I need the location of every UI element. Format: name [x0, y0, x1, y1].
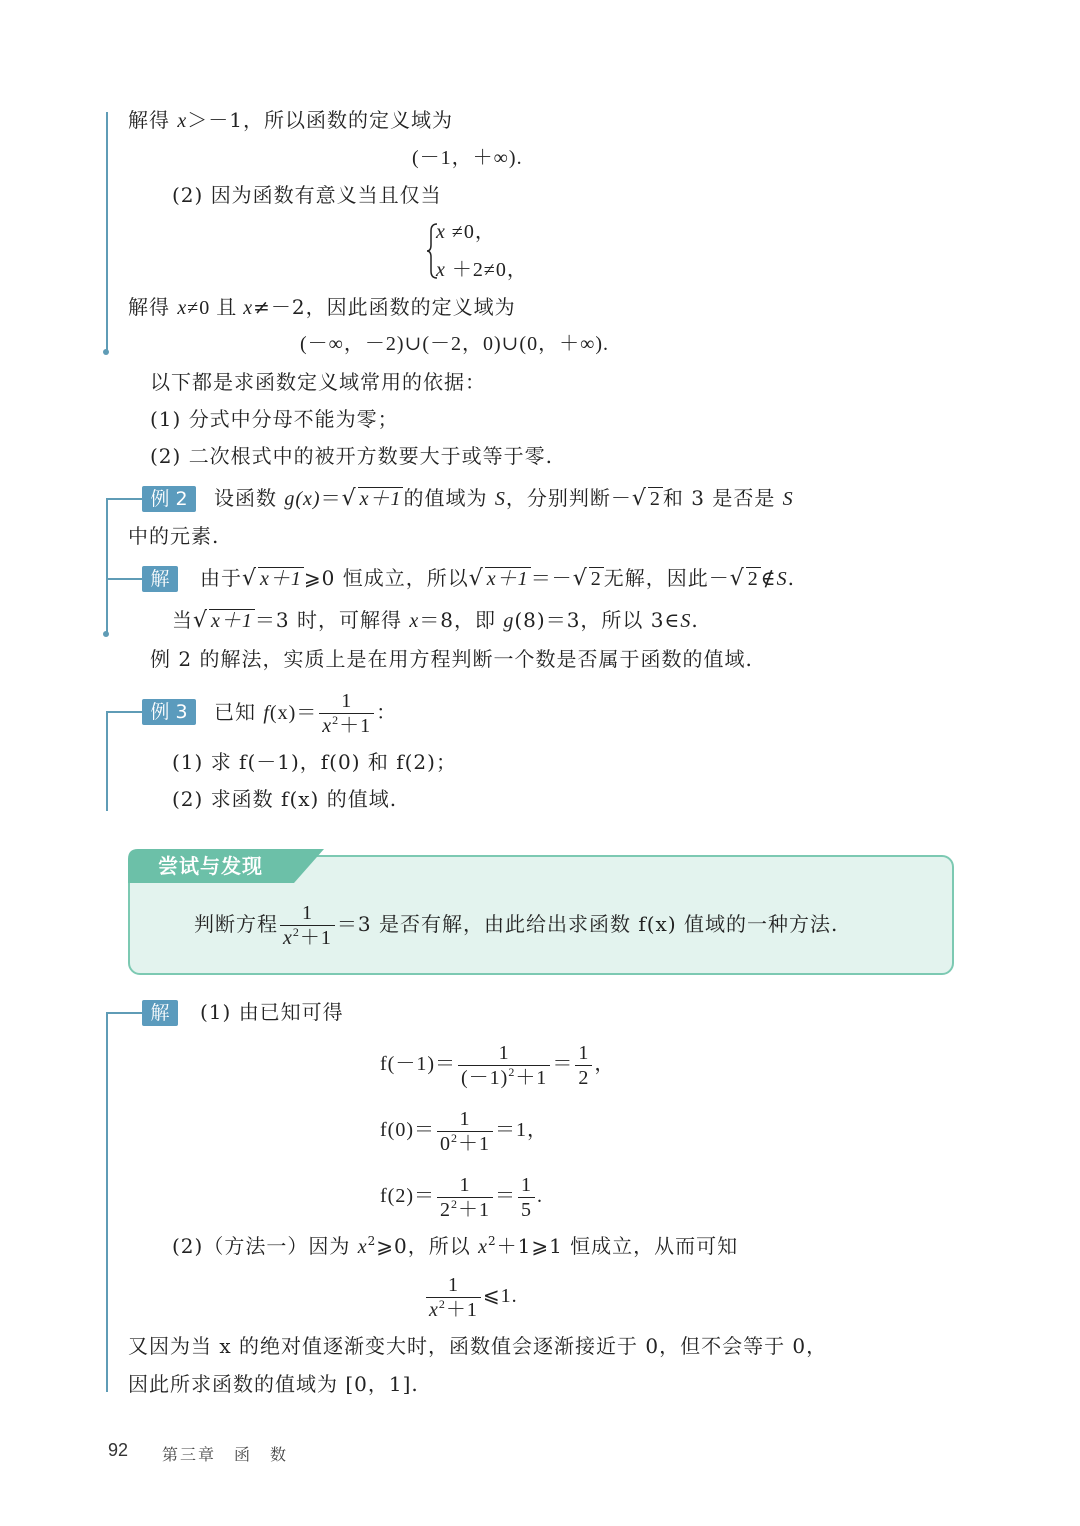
solution3-part-1: (1) 由已知可得 [200, 1000, 344, 1024]
example2-solution-line-1: 由于√ x＋1 ⩾0 恒成立，所以√ x＋1 ＝－√ 2 无解，因此－√ 2 ∉S. [200, 566, 795, 591]
basis-item-2: (2) 二次根式中的被开方数要大于或等于零. [150, 444, 554, 468]
margin-bar-example2-end [103, 631, 109, 637]
margin-bar-example2 [106, 498, 108, 634]
solution-line-3: 解得 x≠0 且 x≠－2，因此函数的定义域为 [128, 295, 516, 319]
margin-bar-top-end [103, 349, 109, 355]
domain-result-2: (－∞，－2)∪(－2，0)∪(0，＋∞). [300, 333, 609, 355]
example2-question: 设函数 g(x)＝√ x＋1 的值域为 S，分别判断－√ 2 和 3 是否是 S [214, 486, 794, 511]
domain-result-1: (－1，＋∞). [412, 147, 523, 169]
try-discover-title: 尝试与发现 [158, 854, 263, 878]
equation-f-2: f(2)＝ $\frac{1}{2^2+1}$ ＝ $\frac{1}{5}$ . [380, 1173, 543, 1221]
example3-part-1: (1) 求 f(－1)，f(0) 和 f(2)； [172, 750, 457, 774]
basis-intro: 以下都是求函数定义域常用的依据： [150, 370, 486, 394]
example3-tag: 例 3 [142, 699, 196, 725]
system-row-1: x ≠0， [436, 221, 496, 243]
example2-connector [106, 498, 142, 500]
basis-item-1: (1) 分式中分母不能为零； [150, 407, 399, 431]
solution3-tag: 解 [142, 1000, 178, 1026]
solution-line-1: 解得 x＞－1，所以函数的定义域为 [128, 108, 453, 132]
page-number: 92 [108, 1440, 129, 1460]
example3-connector [106, 711, 142, 713]
example2-question-cont: 中的元素. [128, 524, 220, 548]
margin-bar-example3 [106, 711, 108, 811]
example2-solution-tag: 解 [142, 566, 178, 592]
equation-f-neg1: f(－1)＝ $\frac{1}{(-1)^2+1}$ ＝ $\frac{1}{2}$ ， [380, 1041, 616, 1089]
inequality: $\frac{1}{x^2+1}$ ⩽1. [424, 1266, 518, 1326]
example2-note: 例 2 的解法，实质上是在用方程判断一个数是否属于函数的值域. [150, 647, 753, 671]
example3-fraction: $\frac{1}{x^2+1}$ [319, 689, 374, 738]
chapter-title: 第三章 函 数 [162, 1445, 289, 1464]
solution3-part-2: (2)（方法一）因为 $x^2⩾0$，所以 $x^2+1⩾1$ 恒成立，从而可知 [172, 1234, 739, 1258]
equation-f-0: f(0)＝ $\frac{1}{0^2+1}$ ＝1， [380, 1107, 548, 1155]
solution-line-2: (2) 因为函数有意义当且仅当 [172, 183, 442, 207]
example3-part-2: (2) 求函数 f(x) 的值域. [172, 787, 398, 811]
solution3-connector [106, 1012, 142, 1014]
try-discover-text: 判断方程 $\frac{1}{x^2+1}$ ＝3 是否有解，由此给出求函数 f(x) 值域的一种方法. [194, 902, 839, 949]
example2-tag: 例 2 [142, 486, 196, 512]
example2-solution-connector [106, 578, 142, 580]
solution3-line-3: 又因为当 x 的绝对值逐渐变大时，函数值会逐渐接近于 0，但不会等于 0， [128, 1334, 828, 1358]
margin-bar-solution3 [106, 1012, 108, 1392]
solution3-line-4: 因此所求函数的值域为 [0，1]. [128, 1372, 419, 1396]
try-fraction: $\frac{1}{x^2+1}$ [280, 901, 335, 950]
example3-question: 已知 f(x)＝ $\frac{1}{x^2+1}$ ： [214, 690, 398, 737]
margin-bar-top [106, 112, 108, 352]
system-row-2: x ＋2≠0， [436, 259, 528, 281]
example2-solution-line-2: 当√ x＋1 ＝3 时，可解得 x＝8，即 g(8)＝3，所以 3∈S. [172, 608, 699, 633]
